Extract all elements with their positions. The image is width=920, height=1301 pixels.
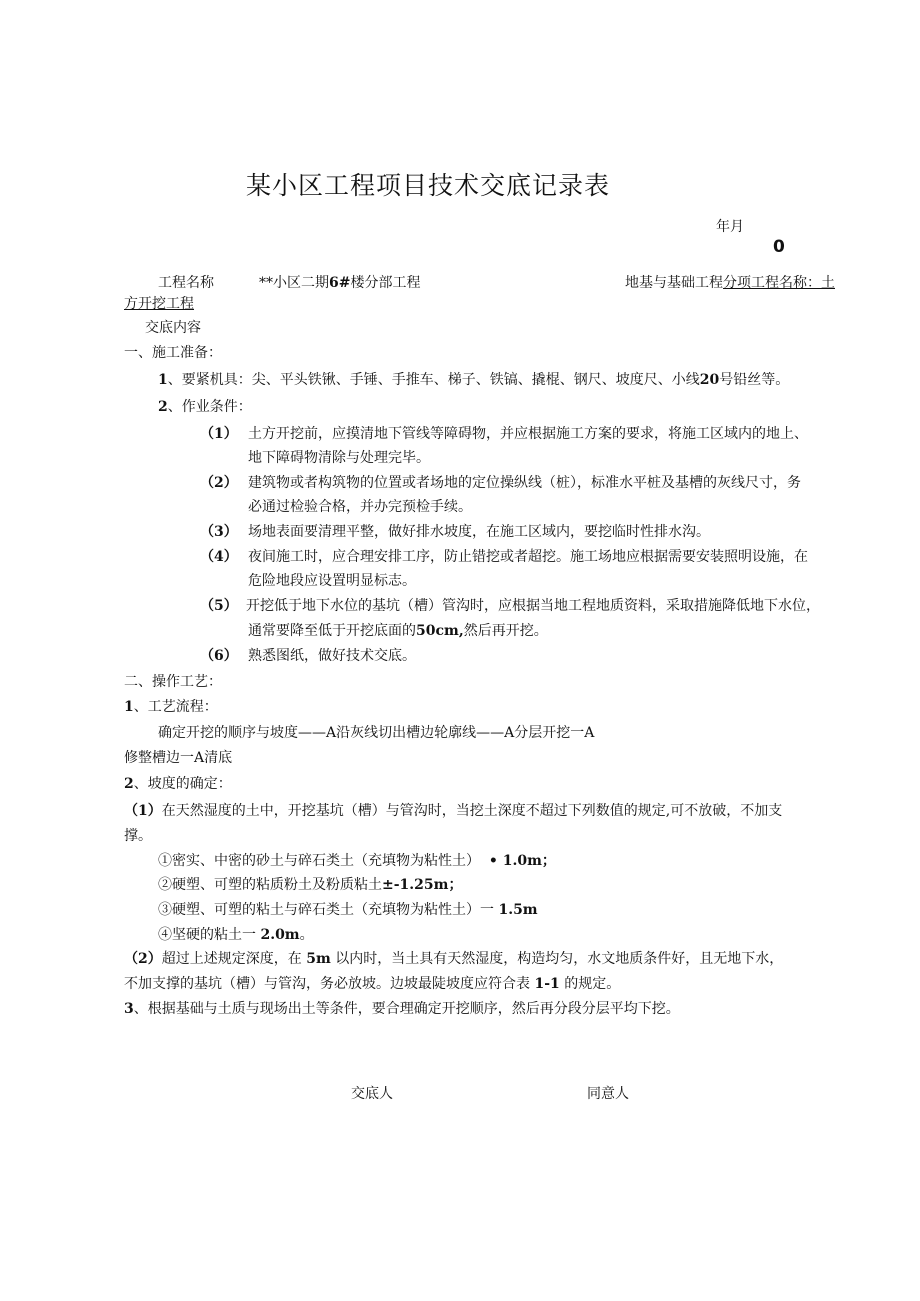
item-text: 、工艺流程： xyxy=(133,699,218,715)
project-building: 6# xyxy=(329,275,351,291)
slope-rule-2-line-2 xyxy=(124,975,620,993)
date-day: 0 xyxy=(773,237,785,257)
project-suffix: 楼分部工程 xyxy=(350,275,421,291)
soil-depth: 2.0m xyxy=(260,927,300,943)
soil-desc: ④坚硬的粘土一 xyxy=(158,927,256,943)
item-number: 3 xyxy=(124,1001,134,1017)
subsection-name xyxy=(625,274,835,292)
item-text: 、要紧机具：尖、平头铁锹、手锤、手推车、梯子、铁镐、撬棍、钢尺、坡度尺、小线 xyxy=(167,372,700,388)
soil-depth: ±-1.25m； xyxy=(382,877,463,893)
soil-type-4 xyxy=(158,926,314,944)
condition-5-text: 通常要降至低于开挖底面的 xyxy=(248,623,416,639)
soil-end: 。 xyxy=(299,927,314,943)
soil-desc: ②硬塑、可塑的粘质粉土及粉质粘土 xyxy=(158,877,382,893)
condition-4-line-1: 夜间施工时，应合理安排工序，防止错挖或者超挖。施工场地应根据需要安装照明设施，在 xyxy=(248,549,808,565)
slope-rule-2-line-1 xyxy=(124,950,783,968)
item-text: 、坡度的确定： xyxy=(133,776,232,792)
soil-type-3 xyxy=(158,901,538,919)
section-1-heading: 一、施工准备： xyxy=(124,345,222,361)
soil-desc: ①密实、中密的砂土与碎石类土（充填物为粘性土） xyxy=(158,853,480,869)
rule-text-a: 超过上述规定深度，在 xyxy=(161,951,302,967)
subsection-underlined: 分项工程名称：土 xyxy=(723,275,835,291)
process-flow-heading xyxy=(124,698,218,716)
condition-5-line-2 xyxy=(248,622,548,640)
project-name-value xyxy=(259,274,420,292)
rule-text: 在天然湿度的土中，开挖基坑（槽）与管沟时，当挖土深度不超过下列数值的规定,可不放破，不加支 xyxy=(161,803,783,819)
soil-depth: 1.5m xyxy=(498,902,538,918)
condition-6-line-1: 熟悉图纸，做好技术交底。 xyxy=(248,648,416,664)
slope-heading xyxy=(124,775,232,793)
soil-type-2 xyxy=(158,876,462,894)
condition-1-number: （1） xyxy=(200,426,238,442)
item-number: 2 xyxy=(158,399,168,415)
slope-rule-1-line-1 xyxy=(124,802,782,820)
soil-type-1 xyxy=(158,852,556,870)
condition-5-number: （5） xyxy=(200,598,238,614)
item-number: 1 xyxy=(158,372,168,388)
rule-text-c: 以内时，当土具有天然湿度，构造均匀，水文地质条件好，且无地下水， xyxy=(335,951,784,967)
rule-table-ref: 1-1 xyxy=(534,976,560,992)
item-2-conditions xyxy=(158,398,252,416)
item-text: 、作业条件： xyxy=(167,399,252,415)
item-number: 2 xyxy=(124,776,134,792)
item-number: 1 xyxy=(124,699,134,715)
condition-5-tail: 然后再开挖。 xyxy=(463,623,548,639)
condition-4-number: （4） xyxy=(200,549,238,565)
condition-6-number: （6） xyxy=(200,648,238,664)
subsection-name-cont: 方开挖工程 xyxy=(124,296,194,312)
rule-number: （2） xyxy=(124,951,162,967)
condition-4-line-2: 危险地段应设置明显标志。 xyxy=(248,573,416,589)
section-2-heading: 二、操作工艺： xyxy=(124,674,222,690)
page-title: 某小区工程项目技术交底记录表 xyxy=(246,171,611,200)
rule-text-a: 不加支撑的基坑（槽）与管沟，务必放坡。边坡最陡坡度应符合表 xyxy=(124,976,530,992)
slope-rule-1-line-2: 撑。 xyxy=(124,828,152,844)
condition-2-number: （2） xyxy=(200,475,238,491)
subsection-plain: 地基与基础工程 xyxy=(625,275,723,291)
process-flow-line-2: 修整槽边一A清底 xyxy=(124,750,233,766)
soil-depth: • 1.0m； xyxy=(488,853,556,869)
excavation-order xyxy=(124,1000,680,1018)
date-label: 年月 xyxy=(716,219,744,235)
condition-1-line-2: 地下障碍物清除与处理完毕。 xyxy=(248,450,430,466)
process-flow-line-1: 确定开挖的顺序与坡度——A沿灰线切出槽边轮廓线——A分层开挖一A xyxy=(158,725,595,741)
condition-2-line-2: 必通过检验合格，并办完预检手续。 xyxy=(248,499,472,515)
condition-5-depth: 50cm, xyxy=(416,623,464,639)
rule-depth: 5m xyxy=(306,951,331,967)
condition-2-line-1: 建筑物或者构筑物的位置或者场地的定位操纵线（桩），标准水平桩及基槽的灰线尺寸，务 xyxy=(248,475,801,491)
condition-3-number: （3） xyxy=(200,524,238,540)
rule-number: （1） xyxy=(124,803,162,819)
rule-text-c: 的规定。 xyxy=(564,976,621,992)
item-text: 、根据基础与土质与现场出土等条件，要合理确定开挖顺序，然后再分段分层平均下挖。 xyxy=(133,1001,680,1017)
condition-5-line-1: 开挖低于地下水位的基坑（槽）管沟时，应根据当地工程地质资料，采取措施降低地下水位， xyxy=(246,598,820,614)
condition-1-line-1: 土方开挖前，应摸清地下管线等障碍物，并应根据施工方案的要求，将施工区域内的地上、 xyxy=(248,426,808,442)
content-label: 交底内容 xyxy=(145,320,201,336)
discloser-signature-label: 交底人 xyxy=(351,1086,393,1102)
condition-3-line-1: 场地表面要清理平整，做好排水坡度，在施工区域内，要挖临时性排水沟。 xyxy=(248,524,710,540)
item-tail: 号铅丝等。 xyxy=(719,372,790,388)
item-1-tools xyxy=(158,371,789,389)
agree-signature-label: 同意人 xyxy=(587,1086,629,1102)
project-prefix: **小区二期 xyxy=(259,275,329,291)
item-bold-value: 20 xyxy=(699,372,720,388)
soil-desc: ③硬塑、可塑的粘土与碎石类土（充填物为粘性土）一 xyxy=(158,902,494,918)
project-name-label: 工程名称 xyxy=(158,275,214,291)
